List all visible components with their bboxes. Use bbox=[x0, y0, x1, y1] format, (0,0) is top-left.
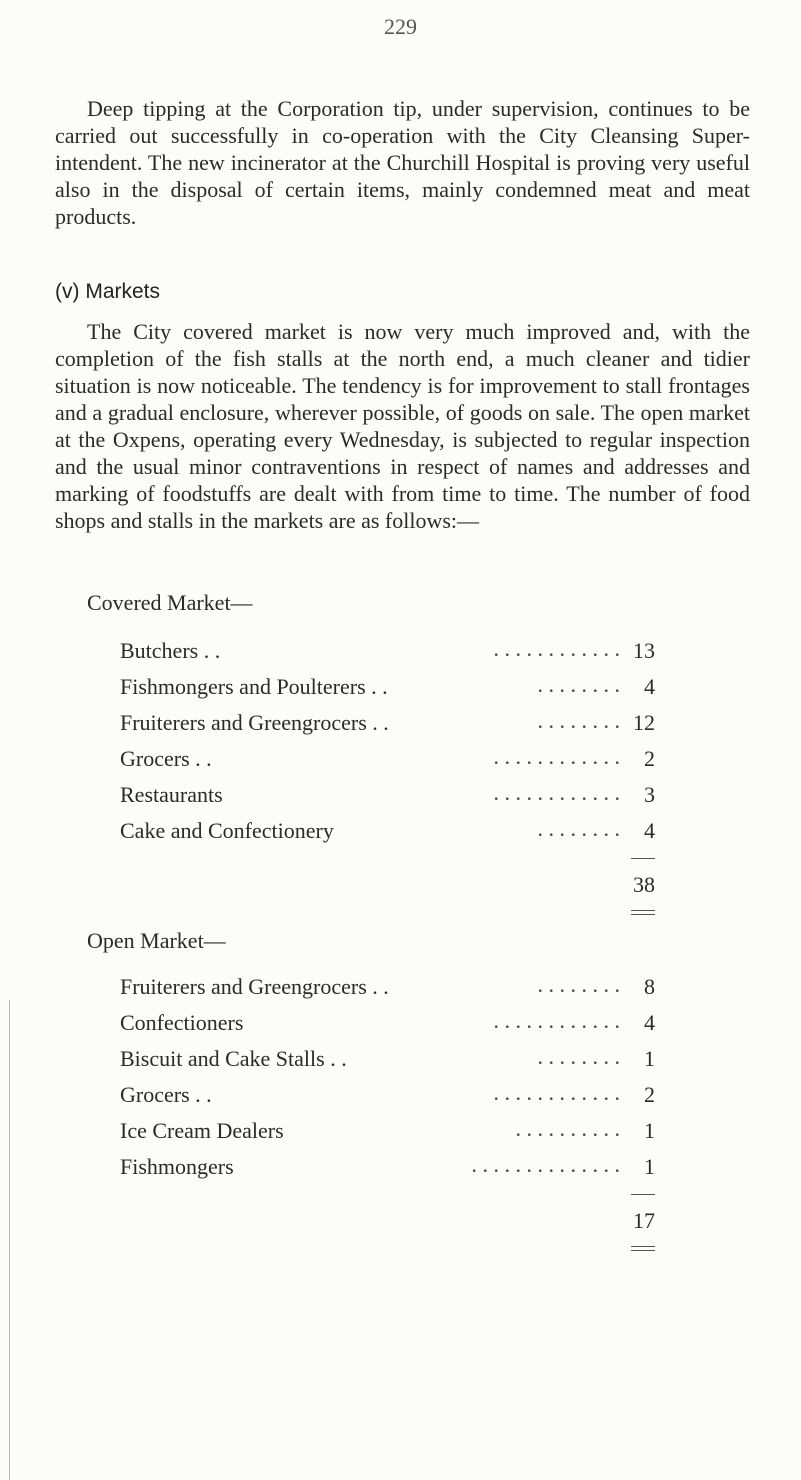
row-label: Grocers . . bbox=[120, 1082, 212, 1107]
leader-dots: . . . . . . . . bbox=[537, 1044, 620, 1069]
row-label: Ice Cream Dealers bbox=[120, 1118, 284, 1143]
page-number: 229 bbox=[384, 14, 417, 39]
row-label: Butchers . . bbox=[120, 638, 221, 663]
double-rule bbox=[631, 910, 655, 915]
row-value: 12 bbox=[633, 710, 655, 735]
row-value: 4 bbox=[644, 1010, 655, 1035]
row-value: 4 bbox=[644, 674, 655, 699]
leader-dots: . . . . . . . . . . . . bbox=[493, 1008, 620, 1033]
row-label: Fishmongers bbox=[120, 1154, 234, 1179]
row-value: 8 bbox=[644, 974, 655, 999]
markets-paragraph: The City covered market is now very much improved and, with the completion of the fish stalls at the north end, a much cleaner and tidier situation is now noticeable. The tendency is for improvement to stall frontages and a gradual enclosure, wherever possible, of goods on sale. The open market at the Oxpens, operating every Wednesday, is subjected to regular inspection and the usual minor contraventions in respect of names and addresses and marking of foodstuffs are dealt with from time to time. The number of food shops and stalls in the markets are as follows:— bbox=[55, 319, 750, 533]
total-value: 38 bbox=[633, 872, 655, 897]
covered-market-title: Covered Market— bbox=[87, 590, 253, 615]
row-label: Fruiterers and Greengrocers . . bbox=[120, 710, 389, 735]
row-label: Cake and Confectionery bbox=[120, 818, 334, 843]
row-label: Restaurants bbox=[120, 782, 223, 807]
leader-dots: . . . . . . . . . . bbox=[515, 1116, 620, 1141]
scan-margin-line bbox=[9, 1000, 10, 1480]
leader-dots: . . . . . . . . . . . . bbox=[493, 1080, 620, 1105]
row-label: Confectioners bbox=[120, 1010, 244, 1035]
row-value: 1 bbox=[644, 1118, 655, 1143]
sum-rule bbox=[631, 1194, 655, 1195]
row-value: 1 bbox=[644, 1046, 655, 1071]
leader-dots: . . . . . . . . . . . . bbox=[493, 636, 620, 661]
leader-dots: . . . . . . . . . . . . . . bbox=[471, 1152, 620, 1177]
row-value: 1 bbox=[644, 1154, 655, 1179]
leader-dots: . . . . . . . . bbox=[537, 816, 620, 841]
row-value: 2 bbox=[644, 746, 655, 771]
row-value: 2 bbox=[644, 1082, 655, 1107]
double-rule bbox=[631, 1246, 655, 1251]
row-label: Grocers . . bbox=[120, 746, 212, 771]
leader-dots: . . . . . . . . bbox=[537, 672, 620, 697]
row-label: Biscuit and Cake Stalls . . bbox=[120, 1046, 347, 1071]
open-market-title: Open Market— bbox=[87, 928, 226, 953]
row-value: 3 bbox=[644, 782, 655, 807]
total-value: 17 bbox=[633, 1208, 655, 1233]
row-value: 4 bbox=[644, 818, 655, 843]
row-label: Fruiterers and Greengrocers . . bbox=[120, 974, 389, 999]
row-label: Fishmongers and Poulterers . . bbox=[120, 674, 388, 699]
leader-dots: . . . . . . . . bbox=[537, 708, 620, 733]
intro-paragraph: Deep tipping at the Corporation tip, under supervision, continues to be carried out successfully in co-operation with the City Cleansing Super-intendent. The new incinerator at the Churchill Hospital is proving very useful also in the disposal of certain items, mainly condemned meat and meat products. bbox=[55, 96, 750, 229]
leader-dots: . . . . . . . . . . . . bbox=[493, 744, 620, 769]
leader-dots: . . . . . . . . . . . . bbox=[493, 780, 620, 805]
row-value: 13 bbox=[633, 638, 655, 663]
leader-dots: . . . . . . . . bbox=[537, 972, 620, 997]
sum-rule bbox=[631, 858, 655, 859]
section-heading: (v) Markets bbox=[55, 280, 160, 303]
